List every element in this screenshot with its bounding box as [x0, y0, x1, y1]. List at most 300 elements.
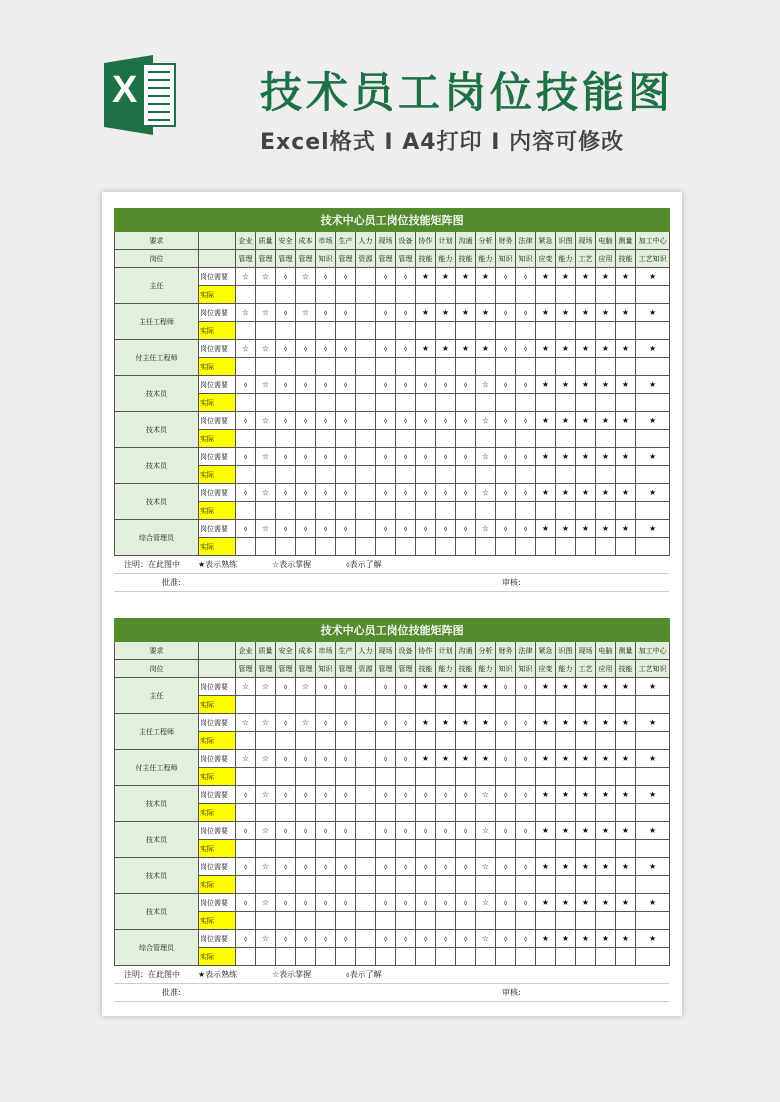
actual-level-cell [536, 732, 556, 750]
skill-level-cell: ★ [616, 714, 636, 732]
actual-level-cell [496, 358, 516, 376]
skill-header-bottom: 知识 [496, 250, 516, 268]
skill-header-bottom: 知识 [516, 250, 536, 268]
table-row [115, 412, 670, 430]
actual-level-cell [396, 840, 416, 858]
skill-level-cell: ⬨ [436, 376, 456, 394]
actual-level-cell [356, 804, 376, 822]
skill-header-top: 紧急 [536, 232, 556, 250]
actual-level-cell [316, 876, 336, 894]
actual-level-cell [356, 840, 376, 858]
skill-level-cell: ☆ [236, 340, 256, 358]
skill-level-cell: ★ [596, 858, 616, 876]
skill-level-cell: ⬨ [496, 376, 516, 394]
actual-level-cell [436, 502, 456, 520]
actual-level-cell [616, 840, 636, 858]
skill-level-cell: ⬨ [296, 520, 316, 538]
actual-level-cell [396, 286, 416, 304]
actual-level-cell [456, 322, 476, 340]
table-row [115, 732, 670, 750]
skill-header-bottom: 知识 [496, 660, 516, 678]
actual-level-cell [536, 696, 556, 714]
skill-header-top: 法律 [516, 232, 536, 250]
actual-level-cell [336, 912, 356, 930]
skill-level-cell: ⬨ [496, 268, 516, 286]
skill-level-cell: ⬨ [316, 858, 336, 876]
skill-level-cell: ★ [536, 822, 556, 840]
actual-level-cell [536, 840, 556, 858]
actual-level-cell [296, 768, 316, 786]
skill-header-top: 协作 [416, 642, 436, 660]
skill-level-cell: ⬨ [376, 858, 396, 876]
skill-level-cell: ⬨ [296, 858, 316, 876]
actual-level-cell [496, 768, 516, 786]
actual-level-cell [576, 804, 596, 822]
skill-level-cell: ☆ [256, 340, 276, 358]
skill-level-cell [356, 930, 376, 948]
skill-level-cell: ★ [616, 750, 636, 768]
actual-level-cell [396, 912, 416, 930]
skill-level-cell: ⬨ [276, 340, 296, 358]
actual-level-cell [516, 358, 536, 376]
skill-level-cell: ⬨ [336, 268, 356, 286]
header-requirement-label: 要求 [115, 232, 199, 250]
skill-level-cell: ⬨ [276, 714, 296, 732]
skill-level-cell: ★ [556, 412, 576, 430]
skill-level-cell: ⬨ [236, 376, 256, 394]
skill-level-cell: ★ [556, 268, 576, 286]
actual-level-cell [616, 696, 636, 714]
actual-level-cell [496, 286, 516, 304]
skill-level-cell: ⬨ [296, 412, 316, 430]
actual-level-cell [476, 912, 496, 930]
legend-master: ★表示熟练 [198, 970, 238, 979]
skill-header-top: 加工中心 [636, 232, 670, 250]
actual-label: 实际 [199, 430, 236, 448]
actual-level-cell [456, 804, 476, 822]
actual-level-cell [376, 948, 396, 966]
actual-level-cell [576, 840, 596, 858]
approve-label: 批准: [162, 578, 181, 587]
page-subtitle: Excel格式 I A4打印 I 内容可修改 [260, 130, 625, 155]
skill-level-cell: ⬨ [416, 520, 436, 538]
actual-level-cell [496, 732, 516, 750]
actual-level-cell [616, 502, 636, 520]
skill-header-top: 测量 [616, 232, 636, 250]
signature-line [114, 984, 669, 1002]
actual-level-cell [476, 696, 496, 714]
skill-level-cell: ⬨ [376, 822, 396, 840]
actual-level-cell [436, 768, 456, 786]
skill-level-cell: ⬨ [516, 678, 536, 696]
skill-header-bottom: 管理 [396, 250, 416, 268]
actual-level-cell [276, 912, 296, 930]
actual-level-cell [296, 322, 316, 340]
skill-level-cell: ★ [556, 858, 576, 876]
actual-level-cell [456, 538, 476, 556]
skill-level-cell: ⬨ [276, 930, 296, 948]
skill-header-bottom: 技能 [456, 660, 476, 678]
actual-level-cell [296, 804, 316, 822]
actual-level-cell [236, 466, 256, 484]
skill-header-bottom: 技能 [456, 250, 476, 268]
actual-level-cell [496, 912, 516, 930]
skill-level-cell: ★ [576, 930, 596, 948]
actual-level-cell [616, 876, 636, 894]
skill-header-bottom: 技能 [416, 250, 436, 268]
skill-header-top: 紧急 [536, 642, 556, 660]
skill-level-cell: ⬨ [336, 714, 356, 732]
skill-level-cell: ★ [596, 678, 616, 696]
actual-level-cell [576, 466, 596, 484]
actual-level-cell [556, 768, 576, 786]
skill-level-cell: ⬨ [396, 484, 416, 502]
skill-header-top: 现场 [576, 232, 596, 250]
skill-level-cell: ★ [636, 484, 670, 502]
skill-matrix-sheet-1 [114, 208, 669, 592]
actual-level-cell [416, 876, 436, 894]
actual-level-cell [556, 502, 576, 520]
skill-level-cell: ⬨ [496, 520, 516, 538]
table-row [115, 930, 670, 948]
skill-level-cell: ⬨ [336, 750, 356, 768]
role-name: 综合管理员 [115, 930, 199, 966]
actual-level-cell [376, 358, 396, 376]
actual-level-cell [576, 696, 596, 714]
actual-level-cell [616, 768, 636, 786]
actual-level-cell [596, 358, 616, 376]
skill-level-cell: ⬨ [496, 894, 516, 912]
actual-label: 实际 [199, 358, 236, 376]
actual-level-cell [476, 840, 496, 858]
actual-level-cell [476, 286, 496, 304]
skill-level-cell [356, 268, 376, 286]
skill-level-cell: ★ [536, 750, 556, 768]
skill-level-cell: ⬨ [436, 520, 456, 538]
actual-level-cell [636, 322, 670, 340]
skill-level-cell: ⬨ [396, 412, 416, 430]
actual-level-cell [356, 358, 376, 376]
actual-level-cell [356, 394, 376, 412]
actual-level-cell [396, 394, 416, 412]
role-name: 技术员 [115, 858, 199, 894]
actual-level-cell [296, 840, 316, 858]
requirement-label: 岗位需要 [199, 750, 236, 768]
actual-level-cell [416, 286, 436, 304]
skill-header-bottom: 资源 [356, 250, 376, 268]
table-row [115, 340, 670, 358]
actual-level-cell [496, 394, 516, 412]
skill-level-cell: ★ [456, 268, 476, 286]
skill-level-cell: ★ [476, 678, 496, 696]
skill-header-bottom: 管理 [376, 250, 396, 268]
skill-header-bottom: 技能 [616, 660, 636, 678]
skill-level-cell: ⬨ [496, 858, 516, 876]
actual-level-cell [236, 948, 256, 966]
actual-level-cell [296, 502, 316, 520]
actual-level-cell [276, 948, 296, 966]
skill-level-cell: ⬨ [496, 340, 516, 358]
actual-level-cell [596, 394, 616, 412]
header-position-label: 岗位 [115, 250, 199, 268]
actual-level-cell [376, 768, 396, 786]
actual-level-cell [456, 394, 476, 412]
skill-level-cell: ★ [436, 340, 456, 358]
actual-label: 实际 [199, 538, 236, 556]
skill-level-cell: ★ [576, 678, 596, 696]
skill-header-top: 人力 [356, 232, 376, 250]
skill-header-top: 财务 [496, 642, 516, 660]
actual-level-cell [456, 912, 476, 930]
approve-label: 批准: [162, 988, 181, 997]
skill-level-cell: ⬨ [276, 750, 296, 768]
skill-level-cell: ⬨ [316, 376, 336, 394]
skill-level-cell: ☆ [256, 714, 276, 732]
actual-level-cell [336, 804, 356, 822]
actual-level-cell [636, 430, 670, 448]
skill-level-cell: ⬨ [396, 268, 416, 286]
skill-level-cell: ⬨ [416, 822, 436, 840]
actual-level-cell [396, 804, 416, 822]
skill-level-cell: ★ [636, 412, 670, 430]
requirement-label: 岗位需要 [199, 714, 236, 732]
skill-level-cell: ★ [536, 484, 556, 502]
actual-level-cell [356, 696, 376, 714]
skill-header-top: 企业 [236, 642, 256, 660]
actual-level-cell [436, 466, 456, 484]
actual-level-cell [556, 394, 576, 412]
actual-level-cell [336, 430, 356, 448]
skill-level-cell: ⬨ [316, 750, 336, 768]
actual-level-cell [236, 840, 256, 858]
actual-level-cell [256, 286, 276, 304]
table-row [115, 678, 670, 696]
skill-level-cell: ★ [576, 894, 596, 912]
skill-level-cell: ☆ [256, 484, 276, 502]
skill-level-cell: ★ [576, 448, 596, 466]
legend-know: ⬨表示了解 [346, 970, 382, 979]
actual-level-cell [436, 876, 456, 894]
actual-level-cell [596, 538, 616, 556]
skill-level-cell: ⬨ [336, 484, 356, 502]
skill-level-cell: ⬨ [336, 412, 356, 430]
role-name: 付主任工程师 [115, 750, 199, 786]
legend-notes [114, 966, 669, 984]
actual-level-cell [536, 502, 556, 520]
actual-level-cell [516, 502, 536, 520]
skill-header-bottom: 资源 [356, 660, 376, 678]
actual-level-cell [256, 732, 276, 750]
table-row [115, 948, 670, 966]
skill-level-cell: ★ [416, 304, 436, 322]
actual-level-cell [456, 732, 476, 750]
skill-level-cell: ☆ [256, 268, 276, 286]
skill-level-cell: ★ [636, 822, 670, 840]
signature-line [114, 574, 669, 592]
skill-header-top: 识图 [556, 642, 576, 660]
skill-level-cell: ★ [596, 750, 616, 768]
actual-level-cell [556, 322, 576, 340]
actual-level-cell [616, 322, 636, 340]
actual-level-cell [616, 804, 636, 822]
skill-level-cell: ⬨ [376, 448, 396, 466]
actual-level-cell [236, 804, 256, 822]
actual-level-cell [596, 840, 616, 858]
skill-level-cell: ⬨ [496, 484, 516, 502]
actual-level-cell [336, 732, 356, 750]
skill-level-cell: ★ [536, 786, 556, 804]
skill-level-cell: ★ [616, 268, 636, 286]
skill-level-cell: ★ [556, 930, 576, 948]
actual-level-cell [296, 912, 316, 930]
skill-level-cell: ⬨ [236, 894, 256, 912]
actual-level-cell [436, 840, 456, 858]
actual-level-cell [276, 876, 296, 894]
actual-level-cell [236, 286, 256, 304]
skill-level-cell: ⬨ [336, 340, 356, 358]
header-requirement-label: 要求 [115, 642, 199, 660]
actual-label: 实际 [199, 948, 236, 966]
skill-level-cell [356, 376, 376, 394]
skill-level-cell: ★ [576, 520, 596, 538]
actual-level-cell [436, 358, 456, 376]
actual-level-cell [436, 912, 456, 930]
table-row [115, 520, 670, 538]
actual-level-cell [416, 394, 436, 412]
skill-header-bottom: 技能 [416, 660, 436, 678]
excel-logo-icon [104, 55, 174, 135]
skill-level-cell: ★ [556, 678, 576, 696]
actual-level-cell [376, 502, 396, 520]
actual-level-cell [376, 804, 396, 822]
actual-level-cell [396, 768, 416, 786]
skill-level-cell: ★ [436, 750, 456, 768]
skill-level-cell: ⬨ [456, 822, 476, 840]
header-blank-cell [199, 232, 236, 250]
skill-header-top: 质量 [256, 642, 276, 660]
skill-header-top: 现场 [376, 232, 396, 250]
skill-level-cell: ★ [596, 376, 616, 394]
actual-label: 实际 [199, 466, 236, 484]
skill-level-cell: ★ [636, 714, 670, 732]
actual-level-cell [556, 912, 576, 930]
skill-level-cell: ★ [436, 268, 456, 286]
skill-level-cell: ⬨ [276, 678, 296, 696]
skill-level-cell: ⬨ [296, 894, 316, 912]
skill-header-bottom: 应变 [536, 250, 556, 268]
skill-level-cell: ☆ [296, 714, 316, 732]
skill-level-cell: ⬨ [396, 858, 416, 876]
skill-header-top: 安全 [276, 642, 296, 660]
actual-level-cell [356, 466, 376, 484]
skill-level-cell: ☆ [476, 520, 496, 538]
skill-level-cell: ⬨ [296, 484, 316, 502]
skill-level-cell: ★ [536, 268, 556, 286]
table-row [115, 714, 670, 732]
skill-header-bottom: 能力 [556, 250, 576, 268]
legend-grasp: ☆表示掌握 [272, 970, 312, 979]
skill-level-cell: ⬨ [436, 484, 456, 502]
actual-level-cell [236, 322, 256, 340]
skill-level-cell: ★ [536, 894, 556, 912]
actual-level-cell [256, 804, 276, 822]
actual-level-cell [376, 430, 396, 448]
role-name: 技术员 [115, 412, 199, 448]
actual-level-cell [516, 912, 536, 930]
skill-level-cell: ★ [576, 750, 596, 768]
actual-level-cell [476, 538, 496, 556]
actual-level-cell [296, 732, 316, 750]
skill-level-cell: ★ [536, 412, 556, 430]
skill-header-top: 设备 [396, 642, 416, 660]
actual-level-cell [316, 502, 336, 520]
actual-level-cell [576, 732, 596, 750]
skill-level-cell: ★ [456, 304, 476, 322]
actual-level-cell [616, 394, 636, 412]
actual-level-cell [256, 840, 276, 858]
skill-level-cell: ★ [556, 750, 576, 768]
actual-level-cell [536, 876, 556, 894]
skill-level-cell: ★ [596, 304, 616, 322]
skill-level-cell: ⬨ [376, 930, 396, 948]
skill-header-bottom: 工艺 [576, 660, 596, 678]
actual-level-cell [516, 430, 536, 448]
header-position-label: 岗位 [115, 660, 199, 678]
skill-level-cell: ★ [476, 340, 496, 358]
skill-level-cell: ★ [636, 304, 670, 322]
actual-level-cell [356, 768, 376, 786]
skill-level-cell: ☆ [476, 448, 496, 466]
actual-level-cell [556, 286, 576, 304]
skill-header-bottom: 能力 [476, 660, 496, 678]
actual-level-cell [636, 840, 670, 858]
skill-header-top: 加工中心 [636, 642, 670, 660]
skill-header-bottom: 管理 [256, 660, 276, 678]
skill-level-cell: ⬨ [436, 448, 456, 466]
role-name: 主任工程师 [115, 714, 199, 750]
actual-level-cell [576, 876, 596, 894]
actual-level-cell [336, 322, 356, 340]
actual-level-cell [296, 358, 316, 376]
table-row [115, 786, 670, 804]
role-name: 主任 [115, 268, 199, 304]
skill-level-cell [356, 822, 376, 840]
skill-level-cell: ⬨ [496, 678, 516, 696]
actual-level-cell [336, 466, 356, 484]
skill-level-cell: ★ [636, 750, 670, 768]
skill-header-top: 市场 [316, 232, 336, 250]
skill-level-cell: ⬨ [516, 304, 536, 322]
requirement-label: 岗位需要 [199, 520, 236, 538]
role-name: 主任 [115, 678, 199, 714]
actual-level-cell [256, 394, 276, 412]
skill-level-cell: ⬨ [316, 678, 336, 696]
skill-level-cell: ☆ [256, 376, 276, 394]
actual-level-cell [576, 912, 596, 930]
skill-header-top: 设备 [396, 232, 416, 250]
actual-level-cell [316, 732, 336, 750]
actual-level-cell [376, 538, 396, 556]
skill-level-cell: ⬨ [276, 448, 296, 466]
skill-header-top: 识图 [556, 232, 576, 250]
actual-level-cell [496, 876, 516, 894]
actual-level-cell [416, 696, 436, 714]
actual-level-cell [476, 732, 496, 750]
skill-level-cell: ⬨ [396, 750, 416, 768]
actual-level-cell [536, 538, 556, 556]
actual-level-cell [436, 804, 456, 822]
skill-level-cell: ⬨ [436, 412, 456, 430]
